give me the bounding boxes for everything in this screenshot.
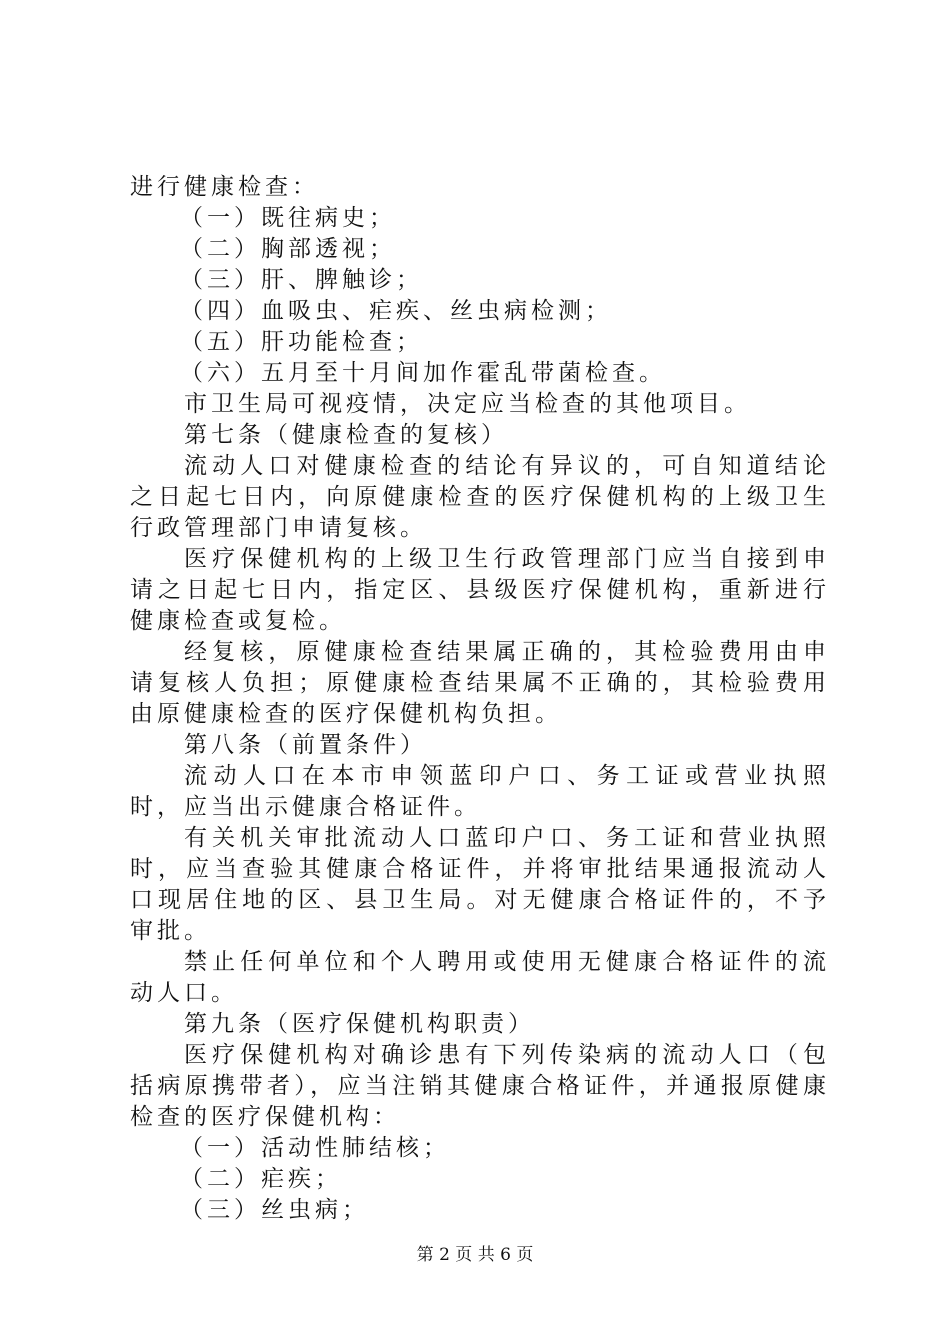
paragraph: 医疗保健机构对确诊患有下列传染病的流动人口（包括病原携带者），应当注销其健康合格证件，并通报原健康检查的医疗保健机构： bbox=[130, 1042, 830, 1130]
list-item: （四）血吸虫、疟疾、丝虫病检测； bbox=[180, 298, 612, 324]
article-heading: 第七条（健康检查的复核） bbox=[184, 422, 508, 448]
list-item: （五）肝功能检查； bbox=[180, 329, 423, 355]
paragraph: 流动人口在本市申领蓝印户口、务工证或营业执照时，应当出示健康合格证件。 bbox=[130, 763, 830, 820]
list-item: （三）丝虫病； bbox=[180, 1197, 369, 1223]
list-item: （二）胸部透视； bbox=[180, 236, 396, 262]
paragraph: 医疗保健机构的上级卫生行政管理部门应当自接到申请之日起七日内，指定区、县级医疗保健机构，重新进行健康检查或复检。 bbox=[130, 546, 830, 634]
document-body bbox=[130, 172, 830, 1226]
article-heading: 第九条（医疗保健机构职责） bbox=[184, 1011, 535, 1037]
paragraph: 有关机关审批流动人口蓝印户口、务工证和营业执照时，应当查验其健康合格证件，并将审批结果通报流动人口现居住地的区、县卫生局。对无健康合格证件的，不予审批。 bbox=[130, 825, 830, 944]
paragraph: 市卫生局可视疫情，决定应当检查的其他项目。 bbox=[184, 391, 751, 417]
article-heading: 第八条（前置条件） bbox=[184, 732, 427, 758]
paragraph: 流动人口对健康检查的结论有异议的，可自知道结论之日起七日内，向原健康检查的医疗保健机构的上级卫生行政管理部门申请复核。 bbox=[130, 453, 830, 541]
paragraph: 进行健康检查： bbox=[130, 174, 319, 200]
list-item: （一）活动性肺结核； bbox=[180, 1135, 450, 1161]
page-footer bbox=[0, 1240, 950, 1265]
list-item: （三）肝、脾触诊； bbox=[180, 267, 423, 293]
page-number: 第 2 页 共 6 页 bbox=[416, 1245, 534, 1265]
paragraph: 禁止任何单位和个人聘用或使用无健康合格证件的流动人口。 bbox=[130, 949, 830, 1006]
list-item: （一）既往病史； bbox=[180, 205, 396, 231]
list-item: （二）疟疾； bbox=[180, 1166, 342, 1192]
list-item: （六）五月至十月间加作霍乱带菌检查。 bbox=[180, 360, 666, 386]
paragraph: 经复核，原健康检查结果属正确的，其检验费用由申请复核人负担；原健康检查结果属不正确的，其检验费用由原健康检查的医疗保健机构负担。 bbox=[130, 639, 830, 727]
